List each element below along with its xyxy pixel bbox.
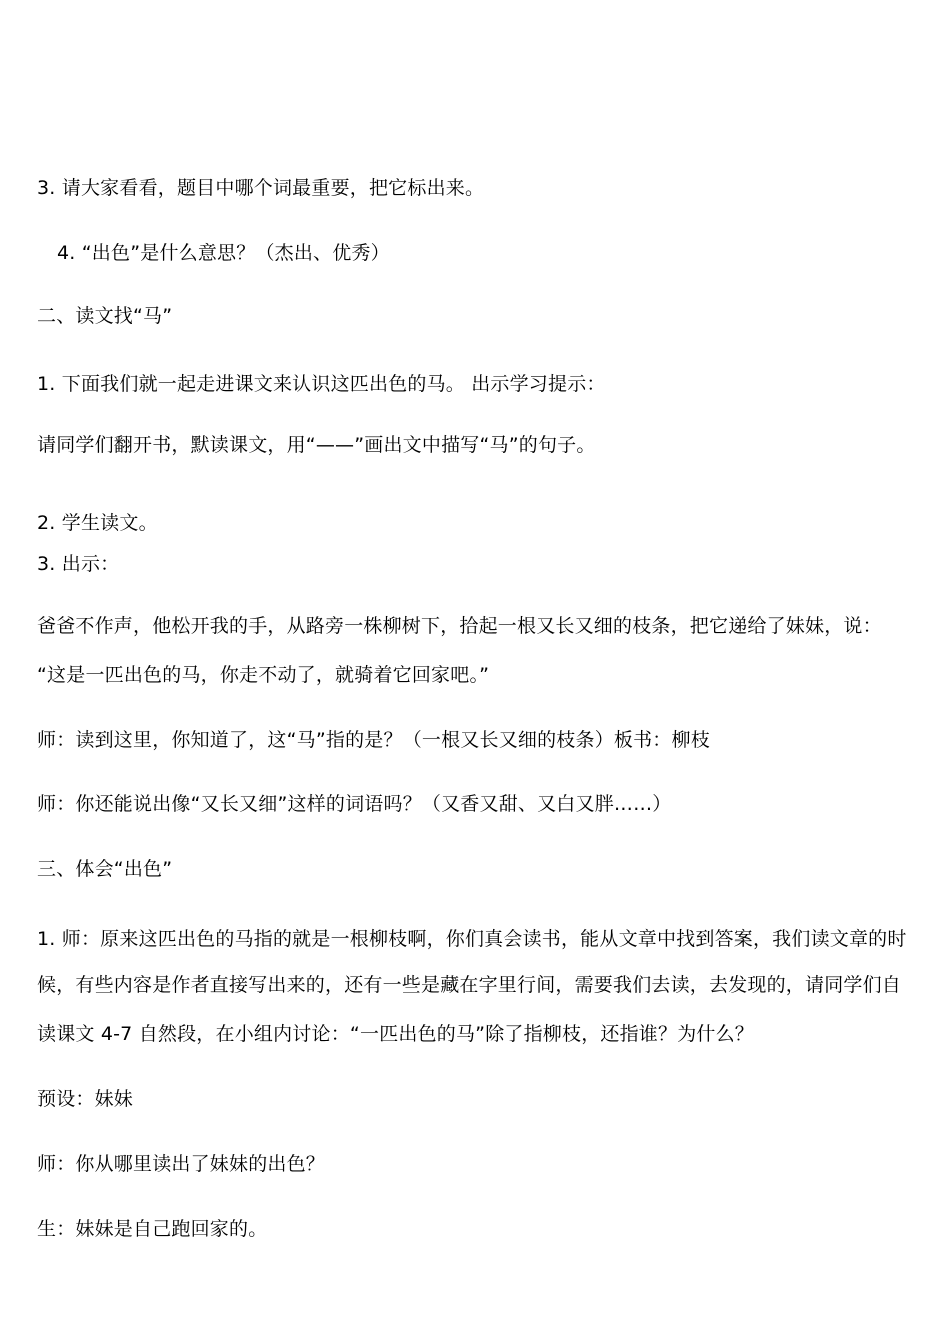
section-3-heading: 三、体会“出色” <box>37 858 173 880</box>
step-4-meaning-of-chuse: 4. “出色”是什么意思？（杰出、优秀） <box>57 242 390 264</box>
section-2-step-2: 2. 学生读文。 <box>37 512 158 534</box>
teacher-question-3: 师：你从哪里读出了妹妹的出色？ <box>37 1153 326 1175</box>
section-3-step-1-line-2: 候，有些内容是作者直接写出来的，还有一些是藏在字里行间，需要我们去读，去发现的，请同学们自 <box>37 974 902 996</box>
quoted-passage-line-1: 爸爸不作声，他松开我的手，从路旁一株柳树下，拾起一根又长又细的枝条，把它递给了妹妹，说： <box>37 615 882 637</box>
preset-answer: 预设：妹妹 <box>37 1088 134 1110</box>
section-2-step-1: 1. 下面我们就一起走进课文来认识这匹出色的马。 出示学习提示： <box>37 373 606 395</box>
section-2-step-3: 3. 出示： <box>37 553 120 575</box>
teacher-question-1: 师：读到这里，你知道了，这“马”指的是？（一根又长又细的枝条）板书：柳枝 <box>37 729 710 751</box>
teacher-question-2: 师：你还能说出像“又长又细”这样的词语吗？（又香又甜、又白又胖……） <box>37 793 672 815</box>
section-3-step-1-line-1: 1. 师：原来这匹出色的马指的就是一根柳枝啊，你们真会读书，能从文章中找到答案，我们读文章的时 <box>37 928 907 950</box>
quoted-passage-line-2: “这是一匹出色的马，你走不动了，就骑着它回家吧。” <box>37 664 490 686</box>
student-answer: 生：妹妹是自己跑回家的。 <box>37 1218 268 1240</box>
study-prompt: 请同学们翻开书，默读课文，用“——”画出文中描写“马”的句子。 <box>37 434 596 456</box>
step-3-mark-key-word: 3. 请大家看看，题目中哪个词最重要，把它标出来。 <box>37 177 485 199</box>
section-3-step-1-line-3: 读课文 4-7 自然段，在小组内讨论：“一匹出色的马”除了指柳枝，还指谁？为什么？ <box>37 1023 755 1045</box>
section-2-heading: 二、读文找“马” <box>37 305 173 327</box>
